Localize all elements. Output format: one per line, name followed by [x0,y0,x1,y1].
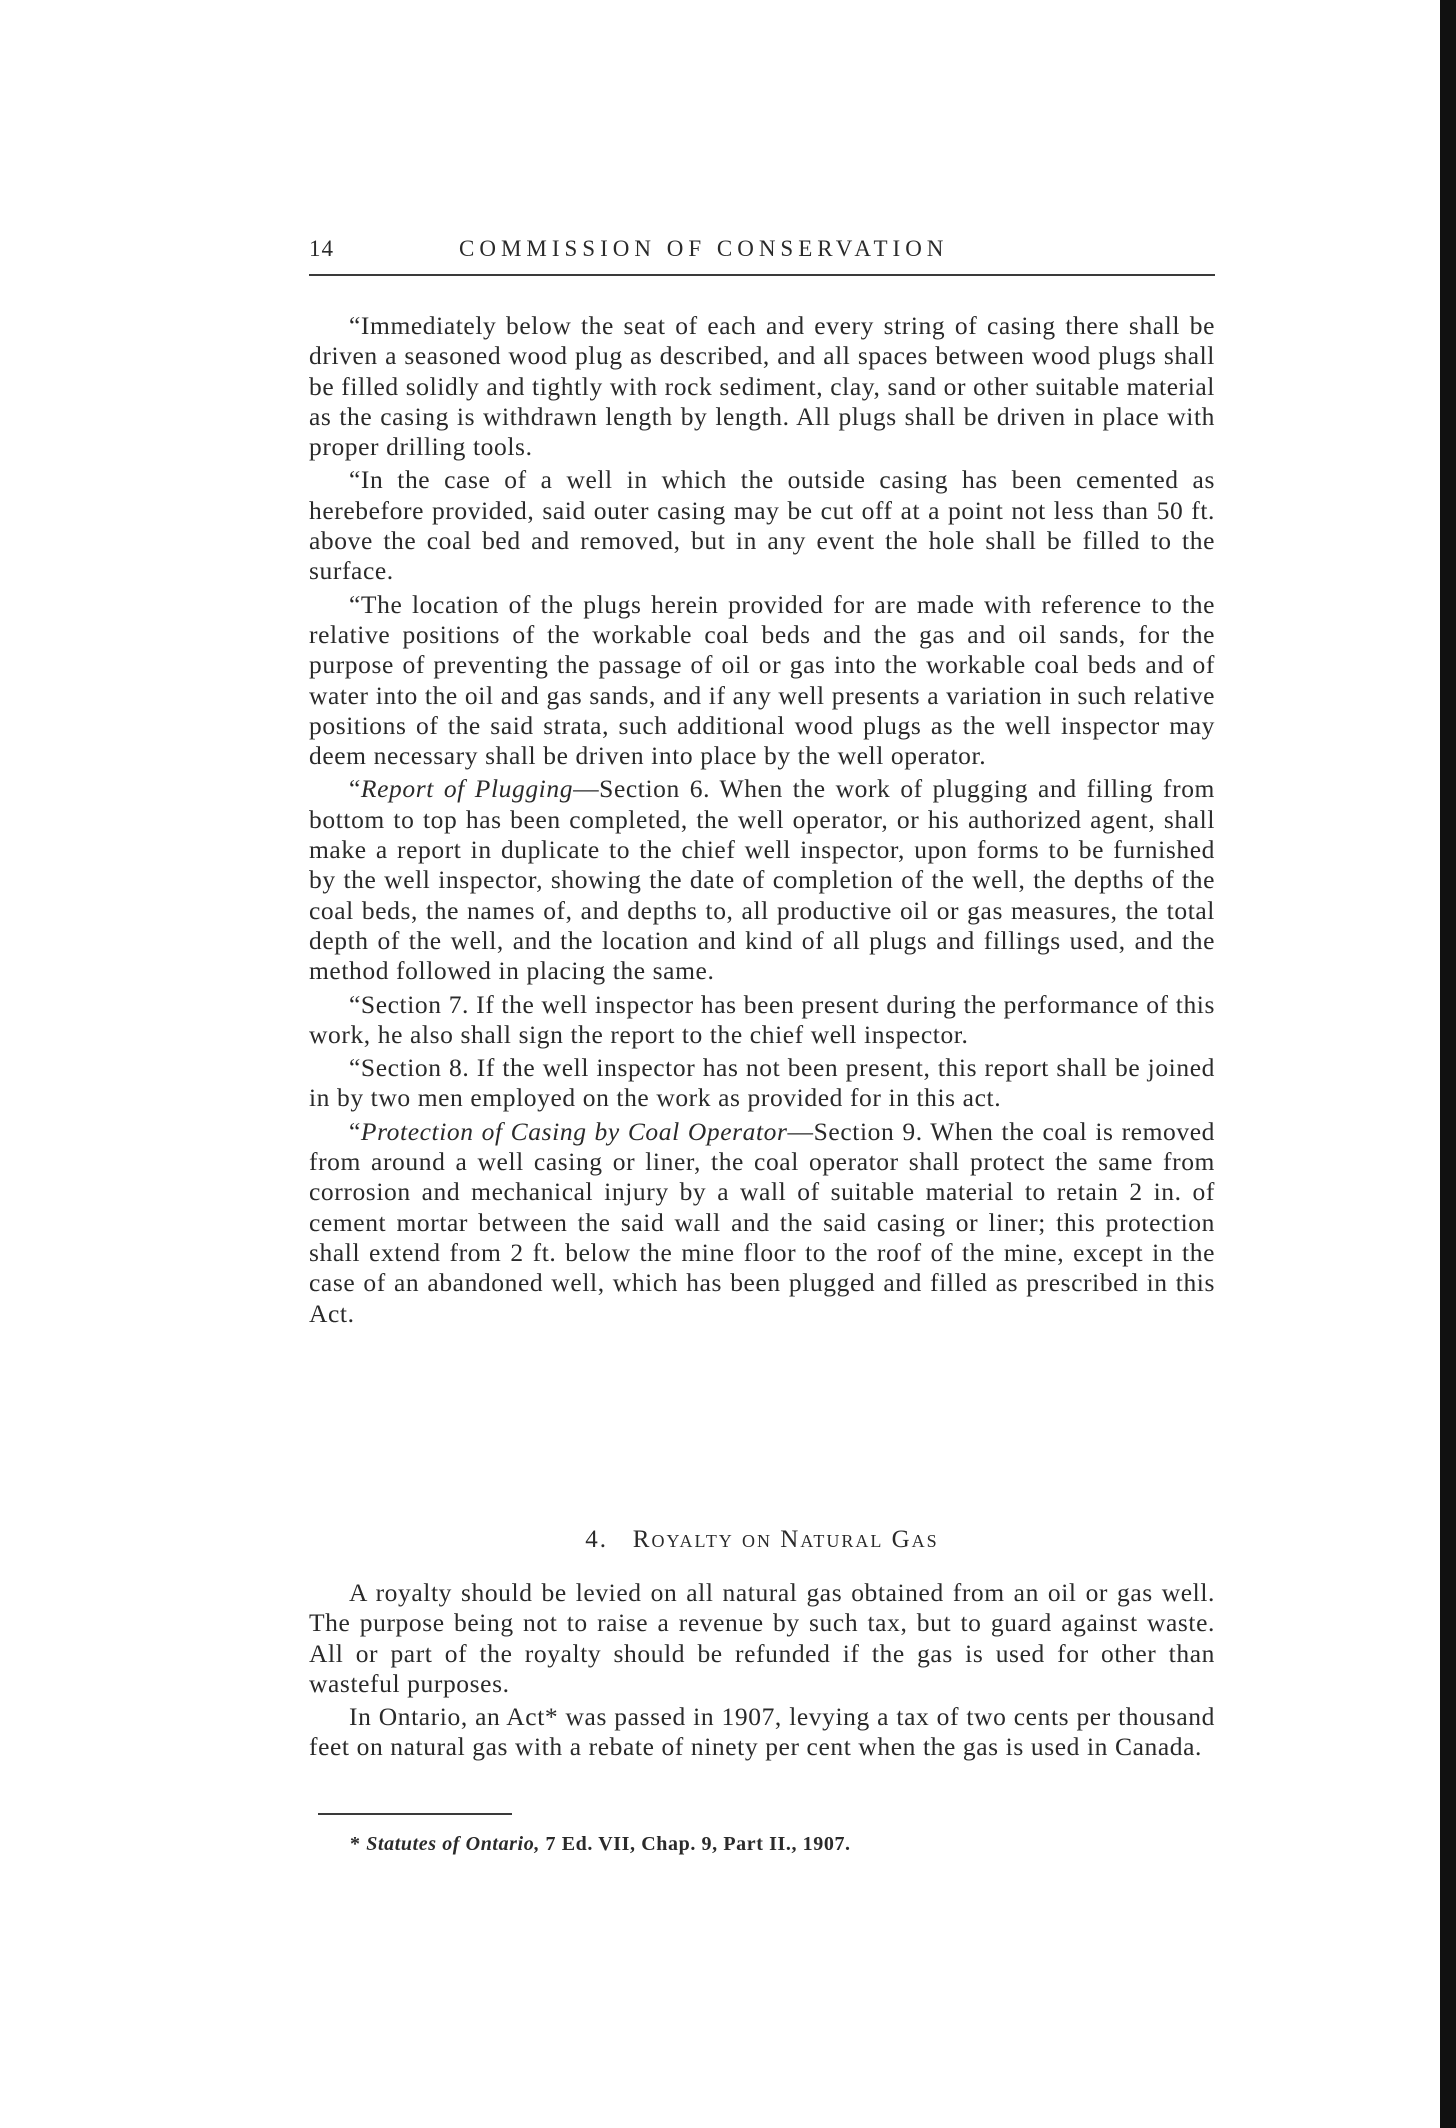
paragraph: “Immediately below the seat of each and every string of casing there shall be driven a seasoned wood plug as described, and all spaces between wood plugs shall be filled solidly and tightly with rock sediment, clay, sand or other suitable material as the casing is withdrawn length by length. All plugs shall be driven in place with proper drilling tools. [309,311,1215,462]
running-head-title: COMMISSION OF CONSERVATION [459,236,949,261]
paragraph: In Ontario, an Act* was passed in 1907, levying a tax of two cents per thousand feet on natural gas with a rebate of ninety per cent when the gas is used in Canada. [309,1702,1215,1762]
quote-mark: “ [349,774,361,804]
paragraph-text: —Section 9. When the coal is removed from around a well casing or liner, the coal operator shall protect the same from corrosion and mechanical injury by a wall of suitable material to retain 2 in. of cement mortar between the said wall and the said casing or liner; this protection shall extend from 2 ft. below the mine floor to the roof of the mine, except in the case of an abandoned well, which has been plugged and filled as prescribed in this Act. [309,1116,1215,1328]
paragraph: “The location of the plugs herein provided for are made with reference to the relative positions of the workable coal beds and the gas and oil sands, for the purpose of preventing the passage of oil or gas into the workable coal beds and of water into the oil and gas sands, and if any well presents a variation in such relative positions of the said strata, such additional wood plugs as the well inspector may deem necessary shall be driven into place by the well operator. [309,589,1215,771]
quote-mark: “ [349,1116,361,1146]
paragraph-text: —Section 6. When the work of plugging and filling from bottom to top has been completed, the well operator, or his authorized agent, shall make a report in duplicate to the chief well inspector, upon forms to be furnished by the well inspector, showing the date of completion of the well, the depths of the coal beds, the names of, and depths to, all productive oil or gas measures, the total depth of the well, and the location and kind of all plugs and fillings used, and the method followed in placing the same. [309,774,1215,986]
header-rule [309,274,1215,276]
section-title: Royalty on Natural Gas [632,1526,939,1553]
body-text [309,311,1215,1332]
paragraph-protection-of-casing [309,1117,1215,1329]
paragraph: “In the case of a well in which the outside casing has been cemented as herebefore provided, said outer casing may be cut off at a point not less than 50 ft. above the coal bed and removed, but in any event the hole shall be filled to the surface. [309,465,1215,586]
footnote-citation: 7 Ed. VII, Chap. 9, Part II., 1907. [539,1833,851,1855]
footnote [350,1833,1210,1856]
paragraph-report-of-plugging [309,774,1215,986]
footnote-marker: * [350,1833,361,1855]
section-number: 4. [585,1526,609,1553]
body-text-section-4 [309,1578,1215,1766]
paragraph: “Section 8. If the well inspector has not been present, this report shall be joined in by two men employed on the work as provided for in this act. [309,1053,1215,1113]
running-head [309,236,1215,276]
section-heading [309,1526,1215,1554]
paragraph: A royalty should be levied on all natural gas obtained from an oil or gas well. The purpose being not to raise a revenue by such tax, but to guard against waste. All or part of the royalty should be refunded if the gas is used for other than wasteful purposes. [309,1578,1215,1698]
footnote-citation-title: Statutes of Ontario, [366,1833,540,1855]
paragraph: “Section 7. If the well inspector has been present during the performance of this work, he also shall sign the report to the chief well inspector. [309,989,1215,1049]
italic-heading: Report of Plugging [360,774,574,804]
scan-edge [1440,0,1456,2128]
page-number: 14 [309,236,334,261]
footnote-rule [318,1813,512,1815]
italic-heading: Protection of Casing by Coal Operator [360,1116,788,1146]
